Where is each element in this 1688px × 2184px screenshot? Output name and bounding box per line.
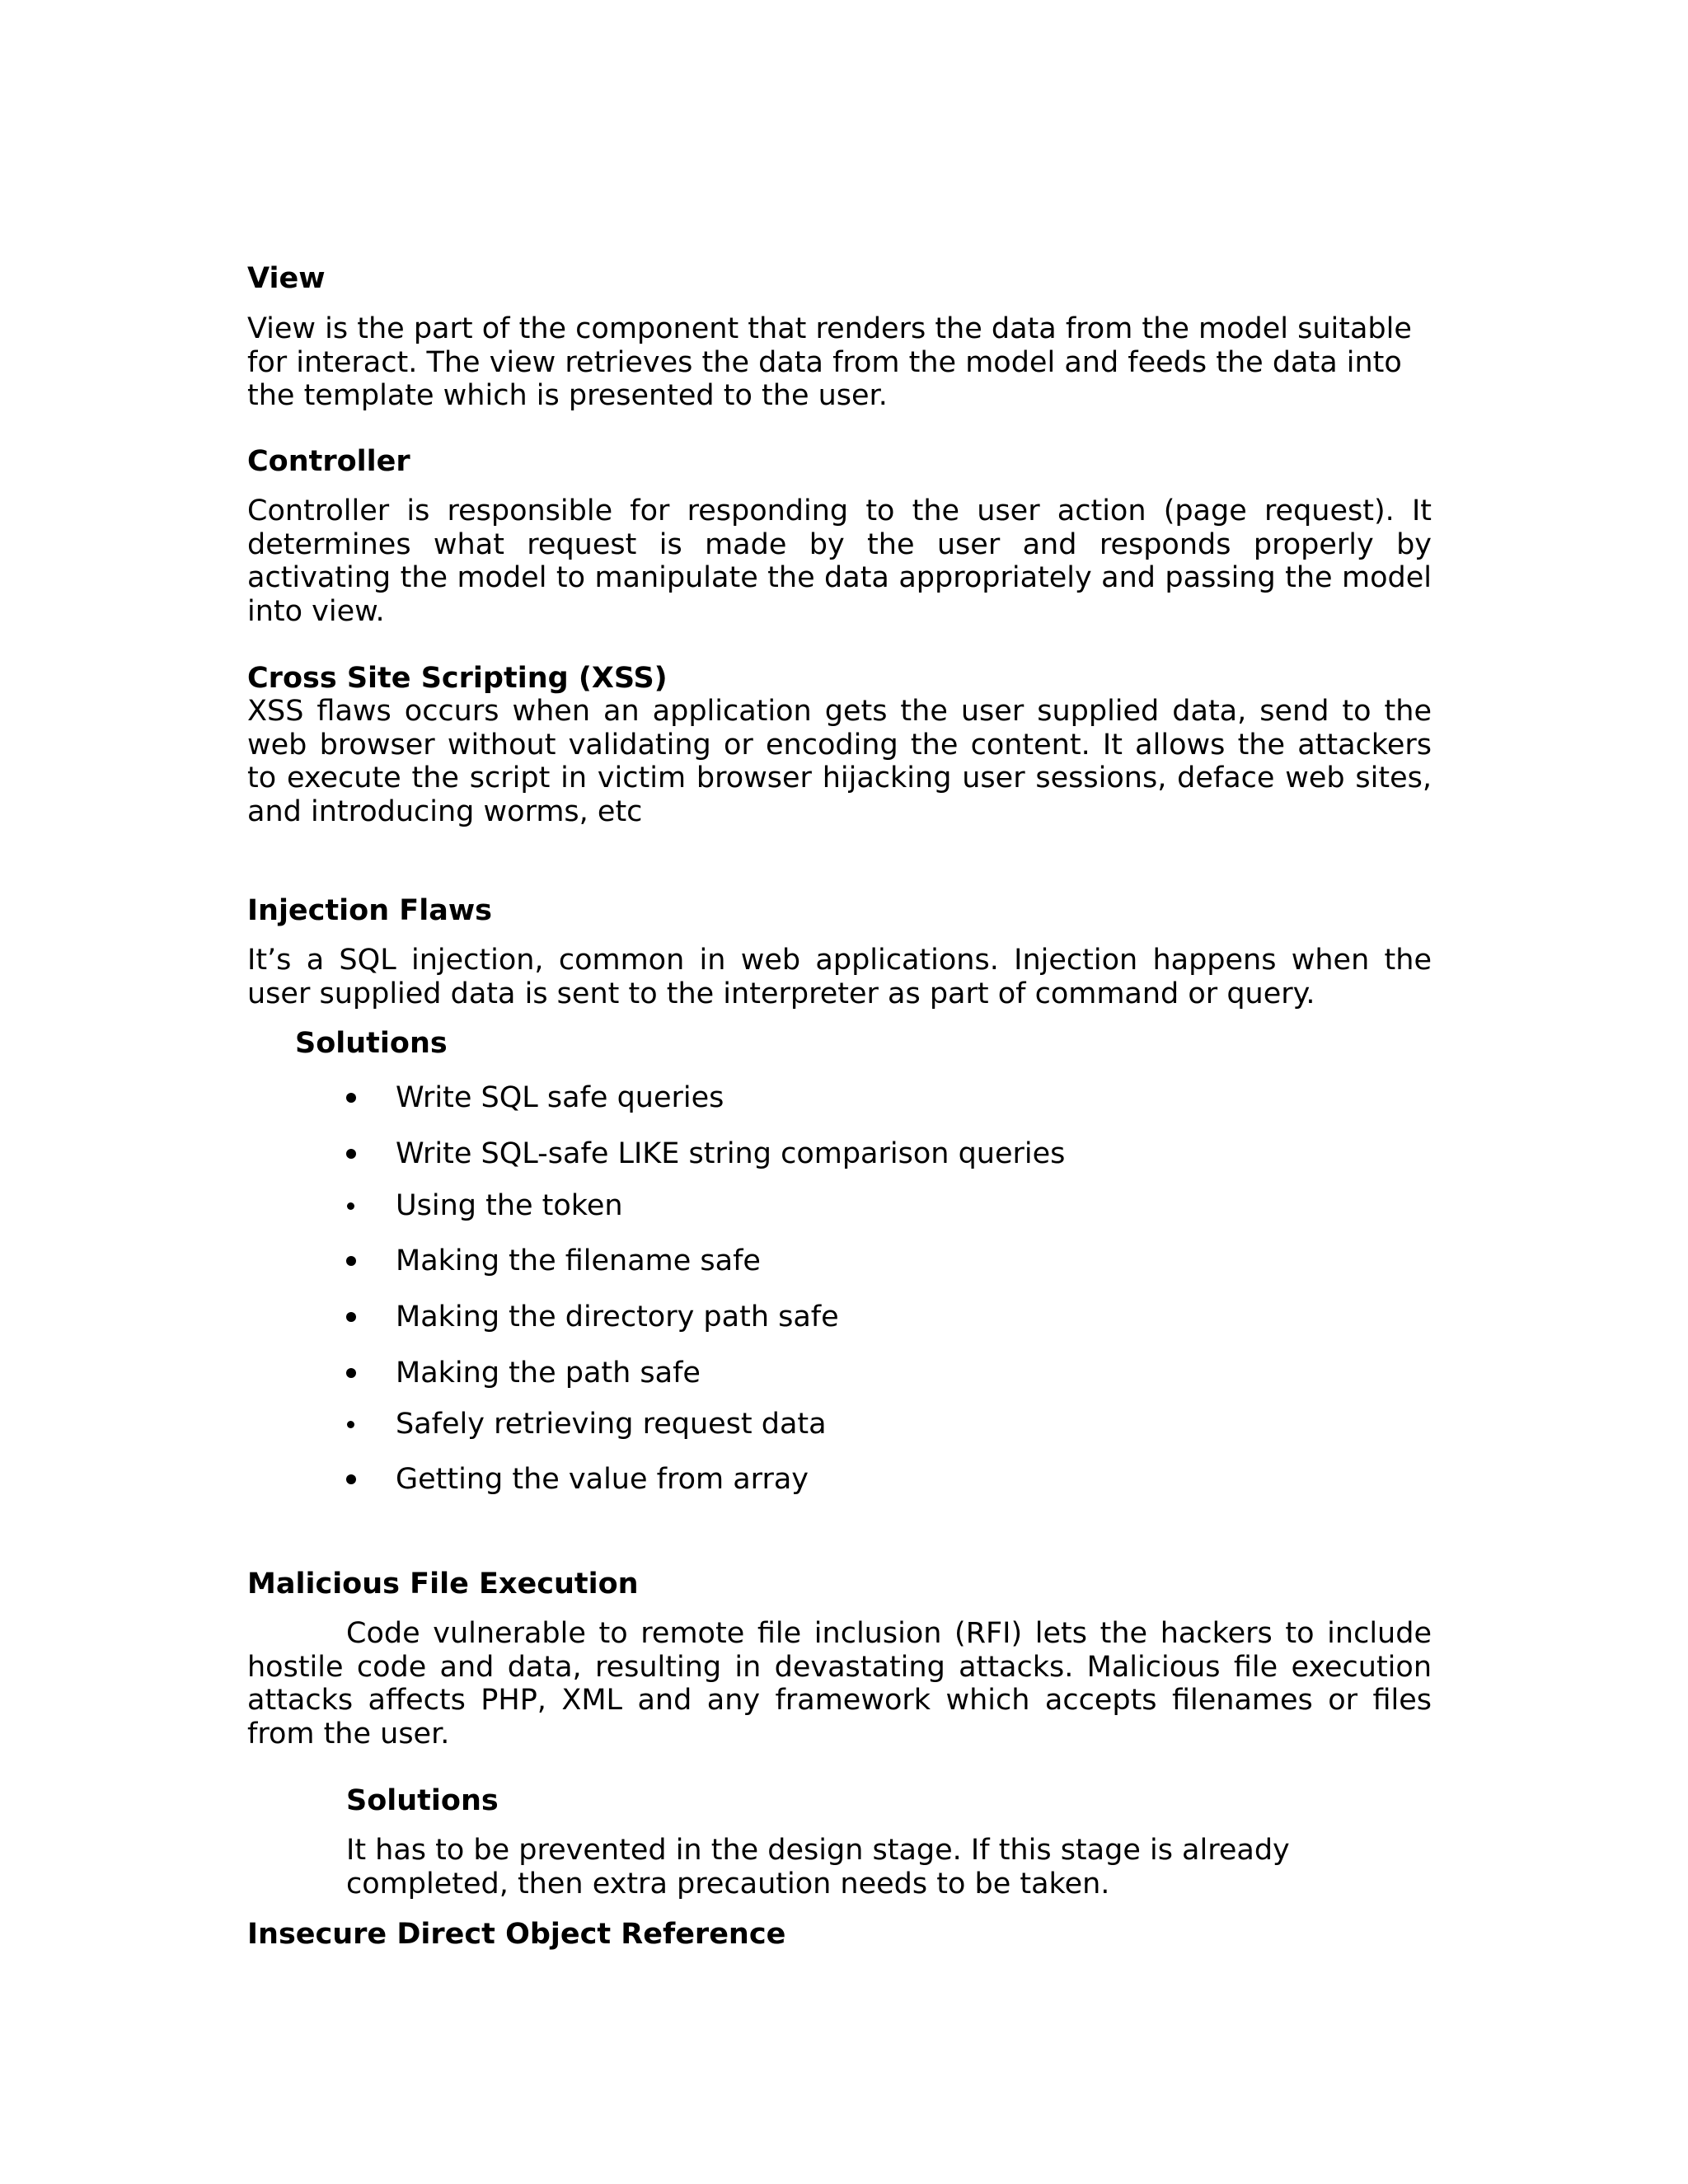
controller-heading: Controller: [247, 445, 410, 478]
xss-body: XSS flaws occurs when an application gets the user supplied data, send to the web browser without validating or encoding the content. It allows the attackers to execute the script in victim browser hijacking user sessions, deface web sites, and introducing worms, etc: [247, 695, 1432, 828]
malicious-solutions-body: It has to be prevented in the design stage. If this stage is already completed, then extra precaution needs to be taken.: [346, 1834, 1290, 1900]
view-heading: View: [247, 262, 326, 295]
bullet-icon: [346, 1093, 356, 1103]
bullet-icon: [346, 1256, 356, 1266]
controller-body: Controller is responsible for responding to the user action (page request). It determines what request is made by the user and responds properly by activating the model to manipulate the data appropriately and passing the model into view.: [247, 494, 1432, 628]
bullet-icon: [346, 1368, 356, 1378]
bullet-icon: [346, 1149, 356, 1159]
malicious-body: Code vulnerable to remote file inclusion (RFI) lets the hackers to include hostile code and data, resulting in devastating attacks. Malicious file execution attacks affects PHP, XML and any framework which accepts filenames or files from the user.: [247, 1617, 1432, 1750]
malicious-heading: Malicious File Execution: [247, 1568, 639, 1601]
view-body: View is the part of the component that renders the data from the model suitable for interact. The view retrieves the data from the model and feeds the data into the template which is presented to the user.: [247, 312, 1412, 412]
injection-heading: Injection Flaws: [247, 894, 492, 927]
bullet-icon: [347, 1202, 354, 1210]
injection-solutions-heading: Solutions: [295, 1027, 448, 1060]
malicious-solutions-heading: Solutions: [346, 1784, 499, 1817]
idor-heading: Insecure Direct Object Reference: [247, 1918, 786, 1951]
bullet-icon: [347, 1421, 354, 1428]
bullet-icon: [346, 1474, 356, 1484]
document-page: View View is the part of the component that renders the data from the model suitable for interact. The view retrieves the data from the model and feeds the data into the template which is presented to the user. Controller Controller is responsible for responding to the user action (page request). It determines what request is made by the user and responds properly by activating the model to manipulate the data appropriately and passing the model into view. Cross Site Scripting (XSS) XSS flaws occurs when an application gets the user supplied data, send to the web browser without validating or encoding the content. It allows the attackers to execute the script in victim browser hijacking user sessions, deface web sites, and introducing worms, etc Injection Flaws It’s a SQL injection, common in web applications. Injection happens when the user supplied data is sent to the interpreter as part of command or query. Solutions Write SQL safe queries Write SQL-safe LIKE string comparison queries Using the token Making the filename safe Making the directory path safe Making the path safe Safely retrieving request data Getting the value from array Malicious File Execution Code vulnerable to remote file inclusion (RFI) lets the hackers to include hostile code and data, resulting in devastating attacks. Malicious file execution attacks affects PHP, XML and any framework which accepts filenames or files from the user. Solutions It has to be prevented in the design stage. If this stage is already completed, then extra precaution needs to be taken. Insecure Direct Object Reference: [0, 0, 1688, 2184]
injection-body: It’s a SQL injection, common in web applications. Injection happens when the user supplied data is sent to the interpreter as part of command or query.: [247, 944, 1432, 1010]
xss-heading: Cross Site Scripting (XSS): [247, 662, 668, 695]
bullet-icon: [346, 1312, 356, 1322]
